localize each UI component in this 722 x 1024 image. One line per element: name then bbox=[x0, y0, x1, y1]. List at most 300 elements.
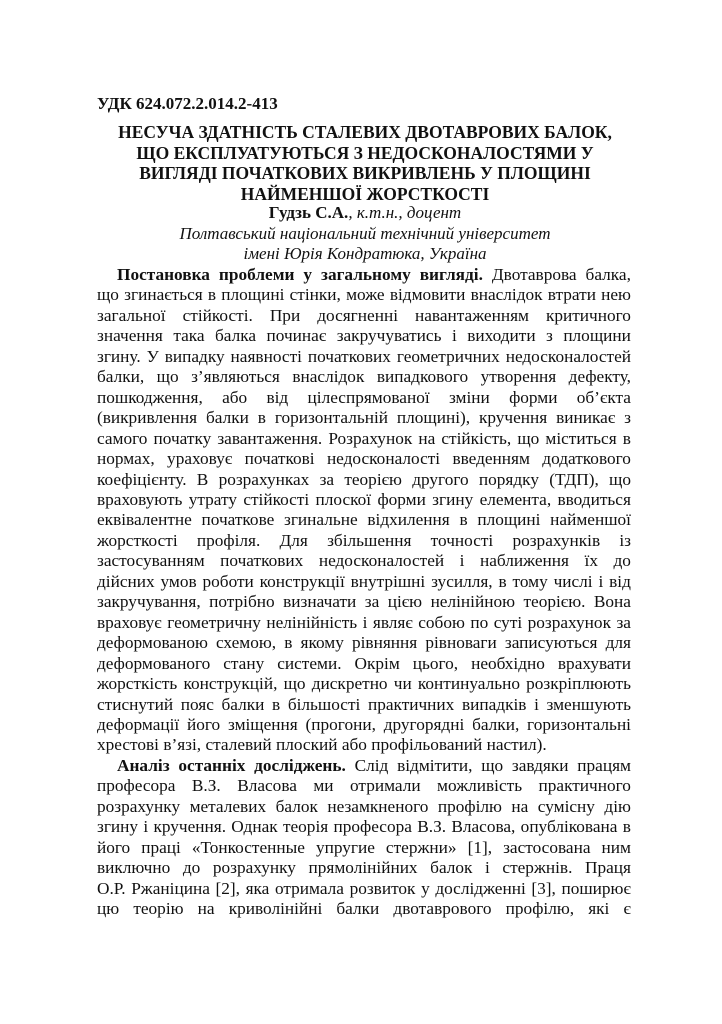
word: еквівалентне bbox=[97, 510, 192, 530]
word: в bbox=[284, 633, 293, 653]
text-line bbox=[97, 879, 631, 899]
paragraph bbox=[97, 756, 631, 920]
word: геометричних bbox=[396, 346, 500, 366]
word: дійсних bbox=[97, 571, 155, 591]
text-line bbox=[97, 510, 631, 530]
word: виключно bbox=[97, 858, 171, 878]
word: записуються bbox=[504, 633, 598, 653]
word: другого bbox=[412, 469, 469, 489]
word: зміни bbox=[448, 387, 490, 407]
word: дефекту, bbox=[568, 367, 631, 387]
word: внаслідок bbox=[292, 367, 365, 387]
text-line bbox=[97, 817, 631, 837]
text-line bbox=[97, 367, 631, 387]
word: Двотаврова bbox=[491, 265, 577, 284]
word: значення bbox=[97, 326, 163, 346]
word: [3], bbox=[531, 878, 556, 898]
word: стиснутий bbox=[97, 694, 174, 714]
udk-code: УДК 624.072.2.014.2-413 bbox=[97, 94, 278, 113]
word: роботи bbox=[202, 571, 254, 591]
word: розрахунку bbox=[212, 858, 296, 878]
word: їх bbox=[584, 551, 598, 571]
word: нормах, bbox=[97, 449, 155, 469]
title-line: НАЙМЕНШОЇ ЖОРСТКОСТІ bbox=[240, 183, 490, 204]
text-line bbox=[97, 715, 631, 735]
word: що bbox=[517, 428, 540, 448]
word: найменшої bbox=[550, 510, 631, 530]
word: Розрахунок bbox=[328, 428, 413, 448]
word: опублікована bbox=[520, 817, 618, 837]
text-line bbox=[97, 347, 631, 367]
word: [2], bbox=[215, 878, 240, 898]
word: завантаження. bbox=[217, 428, 323, 448]
word: коефіцієнту. bbox=[97, 469, 187, 489]
word: У bbox=[146, 346, 159, 366]
word: на bbox=[511, 796, 529, 816]
word: рівноваги bbox=[425, 633, 497, 653]
paragraph-lead-word: проблеми bbox=[218, 265, 295, 284]
word: балки, bbox=[97, 367, 145, 387]
word: зміщення bbox=[227, 714, 298, 734]
word: виходити bbox=[467, 326, 536, 346]
word: самого bbox=[97, 428, 148, 448]
word: плоскої bbox=[315, 489, 372, 509]
word: При bbox=[269, 305, 301, 325]
word: і bbox=[459, 551, 465, 571]
word: визначати bbox=[283, 592, 357, 612]
word: недосконалостей bbox=[318, 551, 445, 571]
word: упругие bbox=[315, 837, 375, 857]
word: закручування, bbox=[97, 592, 201, 612]
word: профілю, bbox=[505, 899, 575, 919]
author-block bbox=[97, 203, 633, 265]
word: що bbox=[97, 285, 119, 305]
word: навантаженням bbox=[415, 305, 529, 325]
word: [1], bbox=[467, 837, 493, 857]
text-line bbox=[97, 551, 631, 571]
word: В.З. bbox=[191, 776, 221, 796]
word: яка bbox=[245, 878, 270, 898]
word: точності bbox=[430, 530, 494, 550]
word: розрахунку bbox=[97, 796, 181, 816]
text-line bbox=[97, 592, 631, 612]
word: на bbox=[197, 899, 215, 919]
word: в bbox=[622, 817, 631, 837]
word: початкові bbox=[244, 449, 315, 469]
word: балок bbox=[275, 796, 318, 816]
word: цього, bbox=[412, 653, 459, 673]
affiliation: Полтавський національний технічний університет bbox=[179, 223, 551, 243]
word: така bbox=[173, 326, 205, 346]
text-line bbox=[97, 695, 631, 715]
text-line bbox=[97, 388, 631, 408]
word: числі bbox=[553, 571, 593, 591]
word: ми bbox=[313, 776, 334, 796]
word: В.З. bbox=[417, 817, 447, 837]
paragraph-lead-word: Аналіз bbox=[117, 755, 170, 775]
word: площині), bbox=[396, 408, 471, 428]
word: утворення bbox=[480, 367, 557, 387]
word: розрахунках bbox=[218, 469, 310, 489]
word: із bbox=[619, 530, 631, 550]
word: конструкцій, bbox=[183, 674, 278, 694]
word: врахувати bbox=[557, 653, 631, 673]
word: згину bbox=[97, 817, 139, 837]
text-line bbox=[97, 429, 631, 449]
word: суті bbox=[493, 612, 523, 632]
word: наявності bbox=[230, 346, 302, 366]
word: застосована bbox=[503, 837, 591, 857]
text-line bbox=[97, 490, 631, 510]
word: і bbox=[143, 817, 149, 837]
word: Однак bbox=[231, 817, 278, 837]
word: або bbox=[341, 735, 372, 755]
word: (викривлення bbox=[97, 408, 198, 428]
word: зусилля, bbox=[431, 571, 493, 591]
word: профільований bbox=[371, 735, 487, 755]
word: геометричну bbox=[167, 612, 261, 632]
word: сталевий bbox=[205, 735, 276, 755]
word: стержнів. bbox=[502, 858, 573, 878]
word: у bbox=[421, 878, 430, 898]
word: ним bbox=[601, 837, 631, 857]
word: розкріплюють bbox=[526, 674, 631, 694]
word: з bbox=[624, 408, 631, 428]
word: від bbox=[266, 387, 289, 407]
word: Вона bbox=[593, 592, 631, 612]
word: площини bbox=[563, 326, 631, 346]
word: профіля. bbox=[196, 530, 261, 550]
word: відхилення bbox=[367, 510, 450, 530]
word: в bbox=[622, 428, 631, 448]
author-degree: , к.т.н., доцент bbox=[348, 203, 462, 222]
word: що bbox=[283, 674, 306, 694]
paragraph-lead-word: останніх bbox=[178, 755, 246, 775]
word: плоский bbox=[275, 735, 342, 755]
text-line bbox=[97, 654, 631, 674]
word: до bbox=[182, 858, 201, 878]
word: Слід bbox=[354, 755, 389, 775]
word: прямолінійних bbox=[308, 858, 418, 878]
word: криволінійні bbox=[228, 899, 323, 919]
text-line bbox=[97, 449, 631, 469]
word: і bbox=[534, 694, 539, 714]
paragraph-lead-word: загальному bbox=[321, 265, 411, 284]
word: професора bbox=[97, 776, 176, 796]
word: горизонтальні bbox=[527, 714, 631, 734]
word: за bbox=[364, 592, 380, 612]
word: профілю bbox=[437, 796, 502, 816]
text-line bbox=[97, 285, 631, 305]
word: нелінійність bbox=[266, 612, 358, 632]
word: жорсткість bbox=[97, 674, 178, 694]
word: порядку bbox=[478, 469, 539, 489]
word: дію bbox=[604, 796, 631, 816]
word: стійкості bbox=[243, 489, 310, 509]
text-line bbox=[97, 633, 631, 653]
word: поширює bbox=[561, 878, 631, 898]
text-line bbox=[97, 265, 631, 285]
text-line bbox=[97, 735, 631, 755]
word: являє bbox=[372, 612, 413, 632]
word: з’являються bbox=[191, 367, 280, 387]
word: металевих bbox=[189, 796, 267, 816]
word: цією bbox=[387, 592, 423, 612]
word: теорію bbox=[133, 899, 184, 919]
word: в bbox=[272, 694, 281, 714]
word: умов bbox=[160, 571, 197, 591]
word: випадкового bbox=[376, 367, 469, 387]
word: недосконалості bbox=[326, 449, 441, 469]
paragraph bbox=[97, 265, 631, 756]
word: за bbox=[616, 612, 631, 632]
word: балки bbox=[221, 694, 265, 714]
word: внаслідок bbox=[470, 285, 543, 305]
text-line bbox=[97, 326, 631, 346]
word: отримала bbox=[274, 878, 344, 898]
word: з bbox=[546, 326, 553, 346]
word: додаткового bbox=[542, 449, 631, 469]
word: сумісну bbox=[537, 796, 595, 816]
text-line bbox=[97, 797, 631, 817]
word: його bbox=[97, 837, 131, 857]
word: наближення bbox=[480, 551, 569, 571]
word: балки bbox=[336, 899, 380, 919]
word: розвиток bbox=[349, 878, 416, 898]
word: тому bbox=[512, 571, 548, 591]
word: по bbox=[470, 612, 489, 632]
word: враховує bbox=[97, 612, 162, 632]
word: форми bbox=[509, 387, 558, 407]
word: міститься bbox=[545, 428, 617, 448]
word: досягненні bbox=[317, 305, 398, 325]
word: В bbox=[196, 469, 209, 489]
word: початкове bbox=[201, 510, 275, 530]
word: конструкції bbox=[259, 571, 345, 591]
word: в bbox=[257, 408, 266, 428]
word: зменшують bbox=[546, 694, 631, 714]
word: Для bbox=[279, 530, 308, 550]
word: праці bbox=[141, 837, 181, 857]
word: жорсткості bbox=[97, 530, 178, 550]
word: теорією. bbox=[523, 592, 586, 612]
word: розрахунків bbox=[512, 530, 601, 550]
word: професора bbox=[333, 817, 412, 837]
word: введенням bbox=[452, 449, 530, 469]
word: площині bbox=[477, 510, 541, 530]
word: системи. bbox=[277, 653, 342, 673]
word: до bbox=[613, 551, 631, 571]
word: закручуватись bbox=[336, 326, 442, 346]
word: Ржаніцина bbox=[131, 878, 210, 898]
text-line bbox=[97, 838, 631, 858]
word: балки, bbox=[472, 714, 520, 734]
word: двотаврового bbox=[393, 899, 492, 919]
word: відмітити, bbox=[397, 755, 473, 775]
word: нею bbox=[601, 285, 631, 305]
word: і bbox=[451, 326, 457, 346]
word: в bbox=[459, 510, 468, 530]
text-line bbox=[97, 899, 631, 919]
word: випадку bbox=[164, 346, 225, 366]
word: що bbox=[609, 469, 631, 489]
word: балок bbox=[430, 858, 473, 878]
text-line bbox=[97, 858, 631, 878]
word: виникає bbox=[556, 408, 616, 428]
text-line bbox=[97, 756, 631, 776]
word: враховують bbox=[97, 489, 183, 509]
word: утрату bbox=[188, 489, 237, 509]
word: може bbox=[346, 285, 385, 305]
text-line bbox=[97, 572, 631, 592]
word: потрібно bbox=[209, 592, 275, 612]
word: теорією bbox=[344, 469, 402, 489]
word: балки bbox=[206, 408, 249, 428]
word: починає bbox=[266, 326, 327, 346]
paragraph-lead-word: досліджень. bbox=[254, 755, 346, 775]
word: якому bbox=[300, 633, 344, 653]
word: стійкість, bbox=[441, 428, 512, 448]
word: пошкодження, bbox=[97, 387, 203, 407]
word: можливість bbox=[437, 776, 523, 796]
word: вводиться bbox=[557, 489, 631, 509]
word: більшості bbox=[287, 694, 361, 714]
text-line bbox=[97, 776, 631, 796]
word: завдяки bbox=[511, 755, 569, 775]
word: його bbox=[187, 714, 221, 734]
word: початкових bbox=[220, 551, 304, 571]
word: недосконалостей bbox=[505, 346, 631, 366]
word: відмовити bbox=[389, 285, 466, 305]
word: і bbox=[485, 858, 490, 878]
word: балка bbox=[215, 326, 257, 346]
paragraph-lead-word: вигляді. bbox=[419, 265, 483, 284]
word: стержни» bbox=[385, 837, 457, 857]
word: внутрішні bbox=[350, 571, 426, 591]
text-line bbox=[97, 306, 631, 326]
word: Власова bbox=[237, 776, 297, 796]
author-name: Гудзь С.А. bbox=[268, 203, 349, 222]
word: (прогони, bbox=[305, 714, 376, 734]
word: для bbox=[605, 633, 631, 653]
paragraph-lead-word: Постановка bbox=[117, 265, 210, 284]
text-line bbox=[97, 470, 631, 490]
word: в bbox=[498, 571, 507, 591]
word: стійкості. bbox=[182, 305, 253, 325]
word: в bbox=[207, 285, 217, 305]
word: і bbox=[362, 612, 368, 632]
word: балка, bbox=[585, 265, 631, 284]
word: дослідженні bbox=[435, 878, 526, 898]
title-line: ЩО ЕКСПЛУАТУЮТЬСЯ З НЕДОСКОНАЛОСТЯМИ У bbox=[136, 142, 594, 163]
text-line bbox=[97, 613, 631, 633]
word: за bbox=[319, 469, 335, 489]
word: «Тонкостенные bbox=[191, 837, 305, 857]
word: або bbox=[222, 387, 248, 407]
affiliation: імені Юрія Кондратюка, Україна bbox=[243, 244, 487, 263]
word: стану bbox=[223, 653, 265, 673]
title-line: НЕСУЧА ЗДАТНІСТЬ СТАЛЕВИХ ДВОТАВРОВИХ БАЛОК, bbox=[118, 122, 612, 142]
word: стінки, bbox=[289, 285, 341, 305]
word: що bbox=[481, 755, 504, 775]
word: деформованого bbox=[97, 653, 211, 673]
word: застосуванням bbox=[97, 551, 205, 571]
word: працям bbox=[577, 755, 631, 775]
article-title bbox=[97, 122, 633, 204]
word: практичних bbox=[367, 694, 455, 714]
word: настил). bbox=[486, 735, 547, 755]
word: в’язі, bbox=[163, 735, 206, 755]
word: від bbox=[609, 571, 631, 591]
word: цю bbox=[97, 899, 120, 919]
word: розрахунок bbox=[527, 612, 611, 632]
word: кручення bbox=[478, 408, 548, 428]
word: необхідно bbox=[471, 653, 545, 673]
article-body bbox=[97, 265, 631, 920]
word: початкових bbox=[307, 346, 391, 366]
word: чи bbox=[393, 674, 412, 694]
word: хрестові bbox=[97, 735, 164, 755]
word: які bbox=[588, 899, 610, 919]
word: ураховує bbox=[167, 449, 233, 469]
word: згину. bbox=[97, 346, 141, 366]
word: деформації bbox=[97, 714, 180, 734]
word: об’єкта bbox=[576, 387, 631, 407]
word: схемою, bbox=[215, 633, 277, 653]
text-line bbox=[97, 674, 631, 694]
word: теорія bbox=[282, 817, 329, 837]
word: є bbox=[623, 899, 631, 919]
word: рівняння bbox=[351, 633, 418, 653]
word: згину bbox=[432, 489, 474, 509]
word: загальної bbox=[97, 305, 166, 325]
text-line bbox=[97, 531, 631, 551]
word: збільшення bbox=[327, 530, 412, 550]
word: втрати bbox=[547, 285, 596, 305]
paragraph-lead-word: у bbox=[303, 265, 313, 284]
word: практичного bbox=[538, 776, 631, 796]
word: згинальне bbox=[284, 510, 358, 530]
word: площині bbox=[221, 285, 285, 305]
word: незамкненого bbox=[327, 796, 429, 816]
word: критичного bbox=[545, 305, 631, 325]
word: початку bbox=[153, 428, 212, 448]
word: форми bbox=[377, 489, 426, 509]
word: нелінійною bbox=[430, 592, 516, 612]
word: і bbox=[598, 571, 604, 591]
word: випадків bbox=[461, 694, 527, 714]
word: цілеспрямованої bbox=[307, 387, 430, 407]
word: що bbox=[156, 367, 179, 387]
word: кручення. bbox=[153, 817, 227, 837]
word: отримали bbox=[350, 776, 421, 796]
word: горизонтальній bbox=[274, 408, 389, 428]
word: Власова, bbox=[451, 817, 516, 837]
word: Праця bbox=[585, 858, 631, 878]
word: дискретно bbox=[311, 674, 388, 694]
word: на bbox=[418, 428, 436, 448]
word: собою bbox=[418, 612, 465, 632]
word: О.Р. bbox=[97, 878, 126, 898]
word: (ТДП), bbox=[549, 469, 599, 489]
word: другорядні bbox=[383, 714, 465, 734]
word: пояс bbox=[180, 694, 214, 714]
word: деформованою bbox=[97, 633, 208, 653]
title-line: ВИГЛЯДІ ПОЧАТКОВИХ ВИКРИВЛЕНЬ У ПЛОЩИНІ bbox=[139, 163, 591, 183]
word: елемента, bbox=[479, 489, 552, 509]
word: Окрім bbox=[354, 653, 400, 673]
word: згинається bbox=[124, 285, 203, 305]
